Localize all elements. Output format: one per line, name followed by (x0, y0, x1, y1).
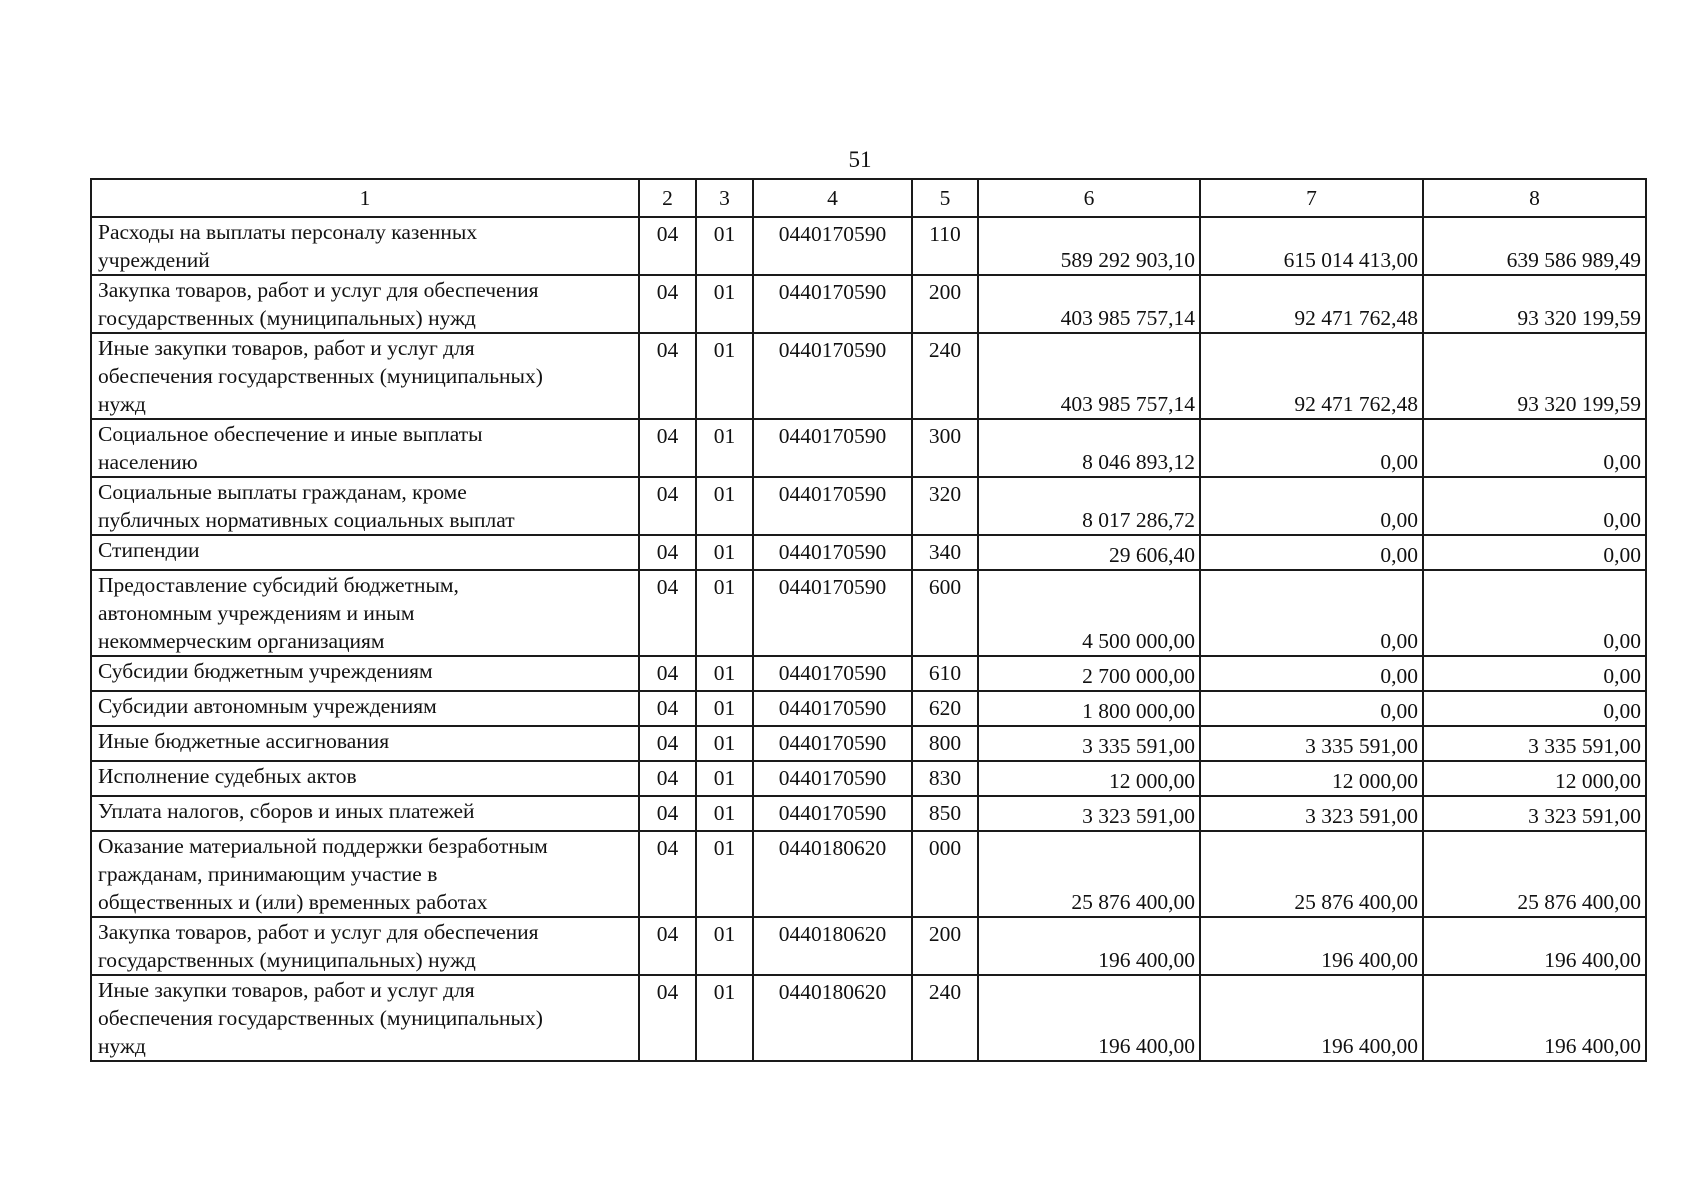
amount-col8-cell: 12 000,00 (1423, 761, 1646, 796)
amount-col8-cell: 93 320 199,59 (1423, 275, 1646, 333)
row-name-cell: Исполнение судебных актов (91, 761, 639, 796)
amount-col7-cell: 92 471 762,48 (1200, 333, 1423, 419)
table-row (91, 691, 1646, 726)
amount-col7-cell: 615 014 413,00 (1200, 217, 1423, 275)
row-name-cell: Оказание материальной поддержки безработным гражданам, принимающим участие в общественных и (или) временных работах (91, 831, 639, 917)
table-row (91, 535, 1646, 570)
target-article-cell: 0440180620 (753, 917, 912, 975)
subsection-code-cell: 01 (696, 761, 753, 796)
table-row (91, 917, 1646, 975)
expense-type-cell: 200 (912, 917, 978, 975)
amount-col6-cell: 3 323 591,00 (978, 796, 1200, 831)
amount-col6-cell: 8 046 893,12 (978, 419, 1200, 477)
target-article-cell: 0440170590 (753, 477, 912, 535)
subsection-code-cell: 01 (696, 333, 753, 419)
target-article-cell: 0440180620 (753, 831, 912, 917)
expense-type-cell: 110 (912, 217, 978, 275)
amount-col8-cell: 3 335 591,00 (1423, 726, 1646, 761)
amount-col7-cell: 0,00 (1200, 656, 1423, 691)
subsection-code-cell: 01 (696, 726, 753, 761)
target-article-cell: 0440180620 (753, 975, 912, 1061)
amount-col7-cell: 0,00 (1200, 535, 1423, 570)
amount-col6-cell: 29 606,40 (978, 535, 1200, 570)
target-article-cell: 0440170590 (753, 691, 912, 726)
row-name-cell: Закупка товаров, работ и услуг для обеспечения государственных (муниципальных) нужд (91, 917, 639, 975)
expense-type-cell: 240 (912, 333, 978, 419)
table-row (91, 477, 1646, 535)
subsection-code-cell: 01 (696, 570, 753, 656)
table-row (91, 570, 1646, 656)
amount-col6-cell: 8 017 286,72 (978, 477, 1200, 535)
column-header: 1 (91, 179, 639, 217)
row-name-cell: Иные закупки товаров, работ и услуг для обеспечения государственных (муниципальных) нужд (91, 333, 639, 419)
expense-type-cell: 240 (912, 975, 978, 1061)
section-code-cell: 04 (639, 796, 696, 831)
section-code-cell: 04 (639, 535, 696, 570)
expense-type-cell: 300 (912, 419, 978, 477)
amount-col6-cell: 3 335 591,00 (978, 726, 1200, 761)
amount-col6-cell: 403 985 757,14 (978, 275, 1200, 333)
target-article-cell: 0440170590 (753, 761, 912, 796)
row-name-cell: Субсидии бюджетным учреждениям (91, 656, 639, 691)
row-name-cell: Закупка товаров, работ и услуг для обеспечения государственных (муниципальных) нужд (91, 275, 639, 333)
section-code-cell: 04 (639, 726, 696, 761)
header-row (91, 179, 1646, 217)
table-row (91, 656, 1646, 691)
amount-col6-cell: 196 400,00 (978, 917, 1200, 975)
table-row (91, 975, 1646, 1061)
amount-col8-cell: 0,00 (1423, 535, 1646, 570)
section-code-cell: 04 (639, 419, 696, 477)
amount-col6-cell: 196 400,00 (978, 975, 1200, 1061)
column-header: 3 (696, 179, 753, 217)
budget-table (90, 178, 1647, 1062)
amount-col8-cell: 196 400,00 (1423, 917, 1646, 975)
column-header: 4 (753, 179, 912, 217)
expense-type-cell: 800 (912, 726, 978, 761)
section-code-cell: 04 (639, 333, 696, 419)
section-code-cell: 04 (639, 761, 696, 796)
table-row (91, 761, 1646, 796)
amount-col7-cell: 196 400,00 (1200, 917, 1423, 975)
target-article-cell: 0440170590 (753, 726, 912, 761)
target-article-cell: 0440170590 (753, 656, 912, 691)
amount-col8-cell: 93 320 199,59 (1423, 333, 1646, 419)
subsection-code-cell: 01 (696, 796, 753, 831)
amount-col8-cell: 3 323 591,00 (1423, 796, 1646, 831)
amount-col7-cell: 92 471 762,48 (1200, 275, 1423, 333)
row-name-cell: Иные бюджетные ассигнования (91, 726, 639, 761)
expense-type-cell: 830 (912, 761, 978, 796)
amount-col6-cell: 25 876 400,00 (978, 831, 1200, 917)
subsection-code-cell: 01 (696, 831, 753, 917)
column-header: 6 (978, 179, 1200, 217)
amount-col7-cell: 3 335 591,00 (1200, 726, 1423, 761)
amount-col7-cell: 25 876 400,00 (1200, 831, 1423, 917)
table-row (91, 831, 1646, 917)
amount-col8-cell: 25 876 400,00 (1423, 831, 1646, 917)
subsection-code-cell: 01 (696, 656, 753, 691)
page-number: 51 (848, 147, 872, 172)
subsection-code-cell: 01 (696, 419, 753, 477)
amount-col6-cell: 2 700 000,00 (978, 656, 1200, 691)
target-article-cell: 0440170590 (753, 333, 912, 419)
amount-col6-cell: 403 985 757,14 (978, 333, 1200, 419)
column-header: 5 (912, 179, 978, 217)
amount-col8-cell: 0,00 (1423, 570, 1646, 656)
expense-type-cell: 850 (912, 796, 978, 831)
table-row (91, 275, 1646, 333)
row-name-cell: Предоставление субсидий бюджетным, автономным учреждениям и иным некоммерческим организациям (91, 570, 639, 656)
row-name-cell: Субсидии автономным учреждениям (91, 691, 639, 726)
expense-type-cell: 600 (912, 570, 978, 656)
subsection-code-cell: 01 (696, 477, 753, 535)
amount-col7-cell: 0,00 (1200, 477, 1423, 535)
amount-col7-cell: 0,00 (1200, 419, 1423, 477)
section-code-cell: 04 (639, 831, 696, 917)
subsection-code-cell: 01 (696, 975, 753, 1061)
amount-col7-cell: 0,00 (1200, 691, 1423, 726)
amount-col7-cell: 0,00 (1200, 570, 1423, 656)
amount-col8-cell: 639 586 989,49 (1423, 217, 1646, 275)
expense-type-cell: 620 (912, 691, 978, 726)
subsection-code-cell: 01 (696, 917, 753, 975)
section-code-cell: 04 (639, 691, 696, 726)
amount-col7-cell: 196 400,00 (1200, 975, 1423, 1061)
table-row (91, 726, 1646, 761)
amount-col6-cell: 589 292 903,10 (978, 217, 1200, 275)
section-code-cell: 04 (639, 917, 696, 975)
row-name-cell: Уплата налогов, сборов и иных платежей (91, 796, 639, 831)
amount-col8-cell: 0,00 (1423, 419, 1646, 477)
table-row (91, 217, 1646, 275)
table-row (91, 333, 1646, 419)
subsection-code-cell: 01 (696, 691, 753, 726)
column-header: 7 (1200, 179, 1423, 217)
amount-col7-cell: 12 000,00 (1200, 761, 1423, 796)
amount-col8-cell: 0,00 (1423, 691, 1646, 726)
row-name-cell: Социальное обеспечение и иные выплаты населению (91, 419, 639, 477)
subsection-code-cell: 01 (696, 275, 753, 333)
amount-col8-cell: 196 400,00 (1423, 975, 1646, 1061)
target-article-cell: 0440170590 (753, 419, 912, 477)
amount-col6-cell: 4 500 000,00 (978, 570, 1200, 656)
expense-type-cell: 610 (912, 656, 978, 691)
amount-col8-cell: 0,00 (1423, 656, 1646, 691)
expense-type-cell: 320 (912, 477, 978, 535)
target-article-cell: 0440170590 (753, 796, 912, 831)
subsection-code-cell: 01 (696, 217, 753, 275)
expense-type-cell: 000 (912, 831, 978, 917)
amount-col8-cell: 0,00 (1423, 477, 1646, 535)
section-code-cell: 04 (639, 477, 696, 535)
target-article-cell: 0440170590 (753, 535, 912, 570)
section-code-cell: 04 (639, 275, 696, 333)
expense-type-cell: 340 (912, 535, 978, 570)
column-header: 2 (639, 179, 696, 217)
expense-type-cell: 200 (912, 275, 978, 333)
table-body (91, 217, 1646, 1061)
row-name-cell: Социальные выплаты гражданам, кроме публичных нормативных социальных выплат (91, 477, 639, 535)
row-name-cell: Расходы на выплаты персоналу казенных учреждений (91, 217, 639, 275)
section-code-cell: 04 (639, 217, 696, 275)
subsection-code-cell: 01 (696, 535, 753, 570)
target-article-cell: 0440170590 (753, 217, 912, 275)
section-code-cell: 04 (639, 570, 696, 656)
section-code-cell: 04 (639, 975, 696, 1061)
target-article-cell: 0440170590 (753, 275, 912, 333)
amount-col6-cell: 12 000,00 (978, 761, 1200, 796)
table-row (91, 796, 1646, 831)
target-article-cell: 0440170590 (753, 570, 912, 656)
column-header: 8 (1423, 179, 1646, 217)
amount-col7-cell: 3 323 591,00 (1200, 796, 1423, 831)
table-row (91, 419, 1646, 477)
amount-col6-cell: 1 800 000,00 (978, 691, 1200, 726)
row-name-cell: Стипендии (91, 535, 639, 570)
section-code-cell: 04 (639, 656, 696, 691)
row-name-cell: Иные закупки товаров, работ и услуг для обеспечения государственных (муниципальных) нужд (91, 975, 639, 1061)
